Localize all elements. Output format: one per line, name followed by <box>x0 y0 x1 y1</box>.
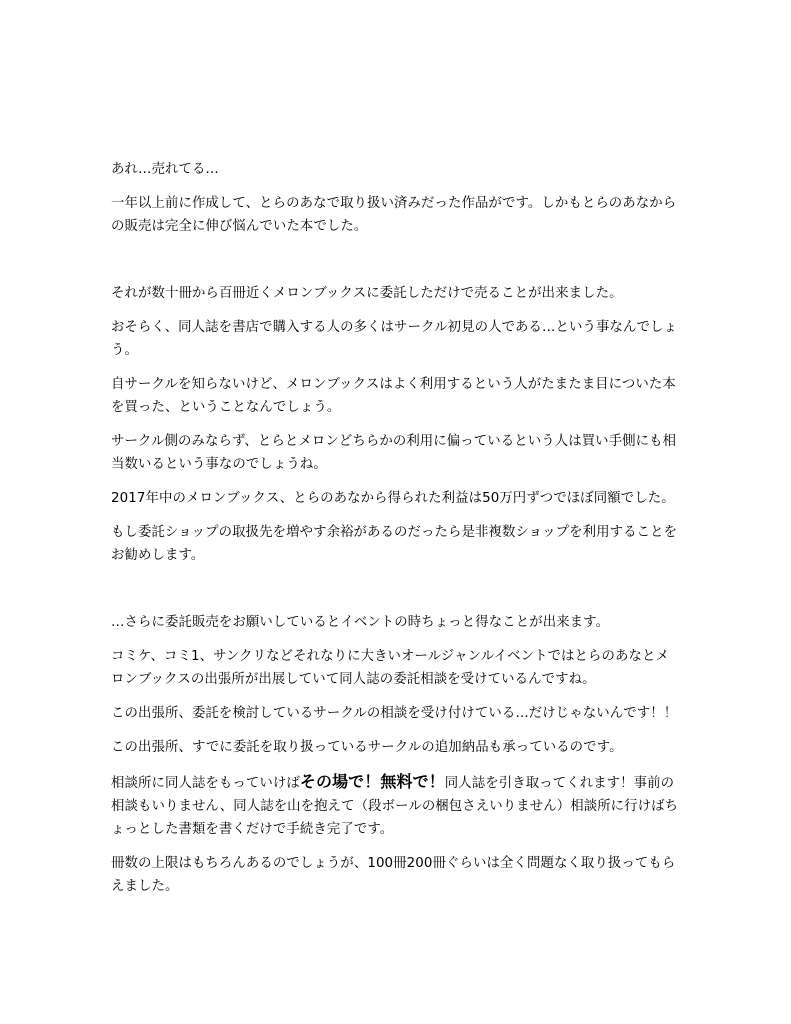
paragraph-melon-result: それが数十冊から百冊近くメロンブックスに委託しただけで売ることが出来ました。 <box>111 286 623 301</box>
paragraph-profit-2017: 2017年中のメロンブックス、とらのあなから得られた利益は50万円ずつでほぼ同額でした。 <box>111 491 675 506</box>
paragraph-quantity-limit: 冊数の上限はもちろんあるのでしょうが、100冊200冊ぐらいは全く問題なく取り扱ってもらえました。 <box>111 856 676 894</box>
section-spacer <box>111 249 681 282</box>
paragraph-booth-free-pickup <box>111 770 681 841</box>
emphasis-free: 無料で！ <box>380 772 445 791</box>
paragraph-booth-restock: この出張所、すでに委託を取り扱っているサークルの追加納品も承っているのです。 <box>111 740 623 755</box>
text-run: 同人誌を引き取ってくれます！事前の相談もいりません、同人誌を山を抱えて（段ボールの梱包さえいりません）相談所に行けばちょっとした書類を書くだけで手続き完了です。 <box>111 776 679 837</box>
paragraph-buyers-bias: サークル側のみならず、とらとメロンどちらかの利用に偏っているという人は買い手側にも相当数いるという事なのでしょうね。 <box>111 434 677 472</box>
paragraph-event-benefit: …さらに委託販売をお願いしているとイベントの時ちょっと得なことが出来ます。 <box>111 615 610 630</box>
section-spacer <box>111 578 681 611</box>
paragraph-booth-consult: この出張所、委託を検討しているサークルの相談を受け付けている…だけじゃないんです！！ <box>111 706 678 721</box>
paragraph-context: 一年以上前に作成して、とらのあなで取り扱い済みだった作品がです。しかもとらのあなからの販売は完全に伸び悩んでいた本でした。 <box>111 196 677 234</box>
emphasis-on-the-spot: その場で！ <box>299 772 381 791</box>
paragraph-buyers-first-time: おそらく、同人誌を書店で購入する人の多くはサークル初見の人である…という事なんでしょう。 <box>111 320 677 358</box>
paragraph-event-booths: コミケ、コミ1、サンクリなどそれなりに大きいオールジャンルイベントではとらのあなとメロンブックスの出張所が出展していて同人誌の委託相談を受けているんですね。 <box>111 649 669 687</box>
paragraph-intro: あれ…売れてる… <box>111 162 219 177</box>
paragraph-recommendation: もし委託ショップの取扱先を増やす余裕があるのだったら是非複数ショップを利用することをお勧めします。 <box>111 525 678 563</box>
document-body <box>111 158 681 909</box>
text-run: 相談所に同人誌をもっていけば <box>111 776 300 791</box>
paragraph-buyers-melon: 自サークルを知らないけど、メロンブックスはよく利用するという人がたまたま目についた本を買った、ということなんでしょう。 <box>111 377 676 415</box>
